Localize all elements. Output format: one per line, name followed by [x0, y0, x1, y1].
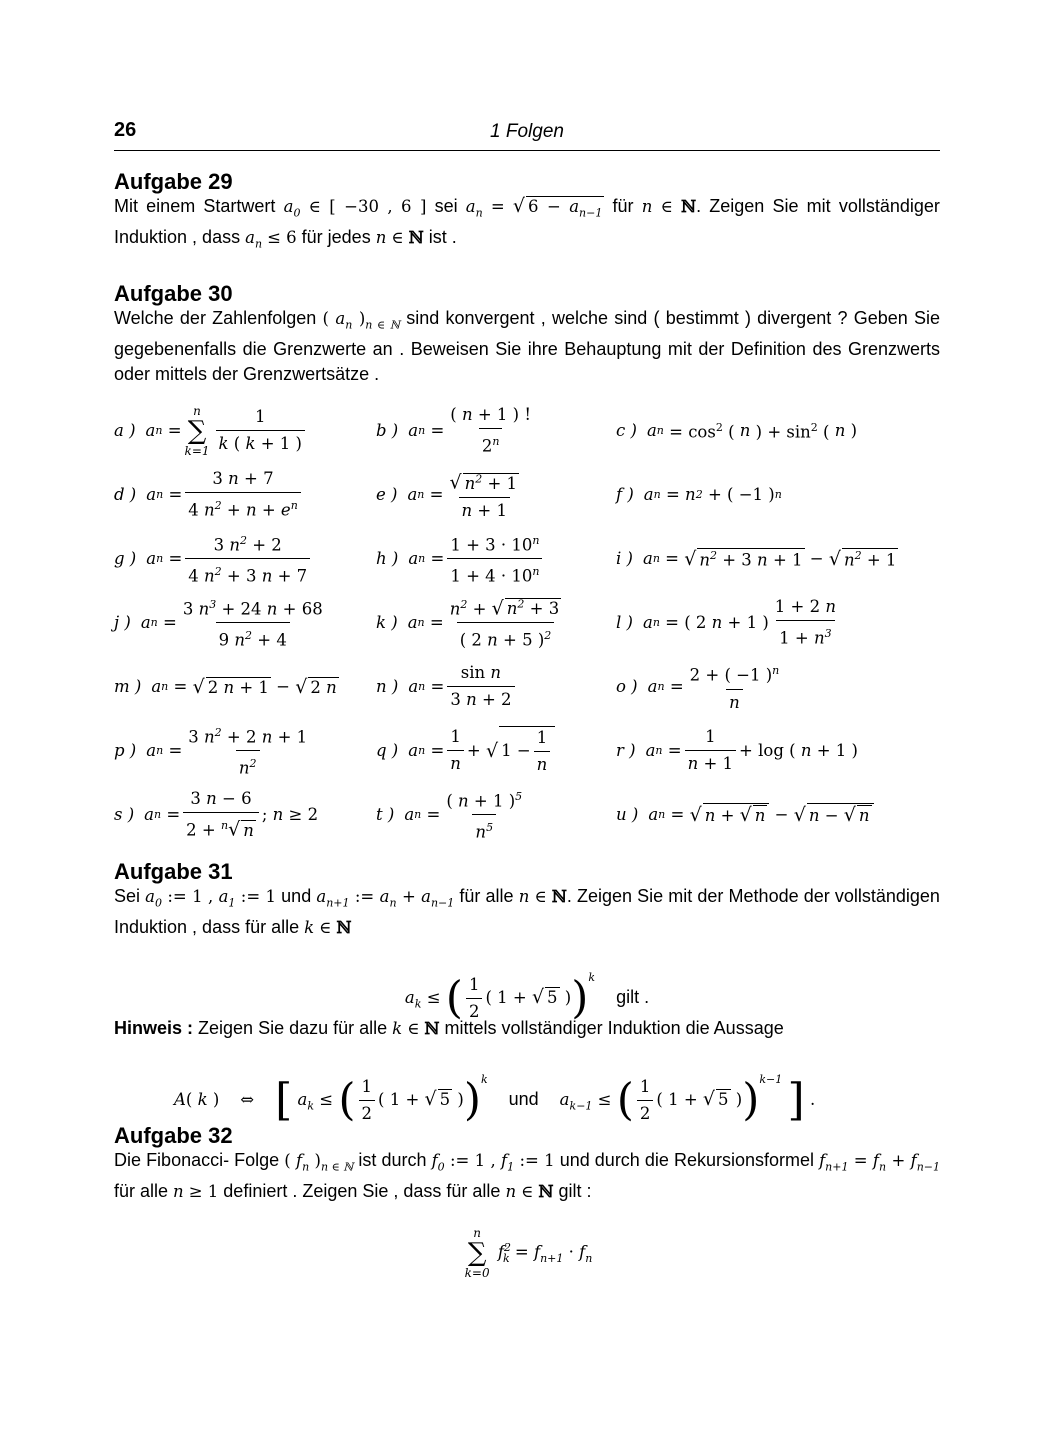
seq-f: f ) a n = n 2 + ( −1 ) n: [616, 485, 782, 505]
sequence-grid: [114, 399, 940, 847]
chapter-title: 1 Folgen: [490, 121, 564, 142]
seq-t: t ) a n = $\frac{( n + 1 )^5}{n^5}$: [376, 789, 523, 842]
aufgabe-31-hint-formula: A( k ) ⇔ [ $a_k$ ≤ ( $\frac{1}{2}$ ( 1 + √ 5 ))$^k$ und $a_{k-1}$ ≤ ( $\frac{1}{2}$ ( 1 + √ 5 ))$^{k-1}$ ] .: [174, 1073, 816, 1126]
seq-b: b ) a n = $\frac{( n + 1 ) !}{2^n}$: [376, 405, 531, 456]
seq-q: q ) a n = $\frac{1}{n}$ + √ 1 − $\frac{1}{n}$: [376, 719, 616, 783]
page-header: [114, 118, 940, 151]
aufgabe-31-formula: $a_k$ ≤ ( $\frac{1}{2}$ ( 1 + √ 5 ))$^k$ gilt .: [404, 971, 650, 1024]
aufgabe-31: [114, 858, 940, 1126]
aufgabe-31-text: Sei $a_0$ := 1 , $a_1$ := 1 und $a_{n+1}$ := $a_n + a_{n-1}$ für alle n ∈ ℕ. Zeigen Sie mit der Methode der vollständigen Induktion , dass für alle k ∈ ℕ: [114, 885, 940, 938]
seq-u: u ) a n = √ n + √ n − √ n − √ n: [616, 783, 940, 847]
seq-m: m ) a n = √ 2 n + 1 − √ 2 n: [114, 675, 337, 698]
seq-a: a ) a n = n ∑ k=1 $\frac{1}{k ( k + 1 )}$: [114, 399, 376, 463]
seq-k: k ) a n = $\frac{n^2 + √ n^2 + 3}{( 2 n + 5 )^2}$: [376, 597, 560, 650]
seq-i: i ) a n = √ $n^2 + 3$ n + 1 − √ $n^2 + 1$: [616, 547, 897, 570]
aufgabe-32: [114, 1123, 940, 1280]
aufgabe-31-hint: Hinweis : Zeigen Sie dazu für alle k ∈ ℕ mittels vollständiger Induktion die Aussage: [114, 1018, 784, 1039]
aufgabe-32-title: Aufgabe 32: [114, 1123, 233, 1149]
aufgabe-29-text: Mit einem Startwert $a_0$ ∈ [ −30 , 6 ] sei $a_n$ = √ $6 - a_{n-1}$ für n ∈ ℕ. Zeigen Sie mit vollständiger Induktion , dass $a_n \le 6$ für jedes n ∈ ℕ ist .: [114, 195, 940, 251]
aufgabe-31-title: Aufgabe 31: [114, 858, 233, 884]
aufgabe-30-text: Welche der Zahlenfolgen ( $a_n$ )$_{n \in ℕ}$ sind konvergent , welche sind ( bestimmt ) divergent ? Geben Sie gegebenenfalls die Grenzwerte an . Beweisen Sie ihre Behauptung mit der Definition des Grenzwerts oder mittels der Grenzwertsätze .: [114, 307, 940, 384]
seq-g: g ) a n = $\frac{3 n^2 + 2}{4 n^2 + 3 n + 7}$: [114, 527, 376, 591]
seq-o: o ) a n = $\frac{2 + ( -1 )^n}{n}$: [616, 664, 780, 712]
aufgabe-30: [114, 281, 940, 847]
seq-n: n ) a n = $\frac{\text{sin n}}{3 n + 2}$: [376, 655, 616, 719]
seq-l: l ) a n = ( 2 n + 1 ) $\frac{1 + 2 n}{1 + n^3}$: [616, 597, 836, 648]
aufgabe-32-formula: n ∑ k=0 $f^2_k = f_{n+1} \cdot f_n$: [464, 1226, 593, 1281]
page-number: 26: [114, 119, 137, 141]
seq-p: p ) a n = $\frac{3 n^2 + 2 n + 1}{n^2}$: [114, 725, 308, 778]
seq-j: j ) a n = $\frac{3 n^3 + 24 n + 68}{9 n^2 + 4}$: [114, 597, 323, 650]
seq-c: c ) a n = $\cos^2$ ( n ) + $\sin^2$ ( n ): [616, 420, 858, 442]
seq-h: h ) a n = $\frac{1 + 3 \cdot 10^n}{1 + 4 \cdot 10^n}$: [376, 527, 616, 591]
aufgabe-32-text: Die Fibonacci- Folge ( $f_n$ )$_{n \in ℕ}$ ist durch $f_0$ := 1 , $f_1$ := 1 und durch die Rekursionsformel $f_{n+1} = f_n + f_{n-1}$ für alle n ≥ 1 definiert . Zeigen Sie , dass für alle n ∈ ℕ gilt :: [114, 1150, 941, 1202]
seq-s: s ) a n = $\frac{3 n - 6}{2 + ^n√ n}$ ; n ≥ 2: [114, 789, 319, 841]
aufgabe-30-title: Aufgabe 30: [114, 280, 233, 306]
aufgabe-29-title: Aufgabe 29: [114, 169, 233, 194]
page: [114, 118, 940, 1280]
seq-e: e ) a n = $\frac{√ n^2 + 1}{n + 1}$: [376, 471, 518, 520]
seq-r: r ) a n = $\frac{1}{n + 1}$ + log ( n + 1 ): [616, 727, 858, 774]
seq-d: d ) a n = $\frac{3 n + 7}{4 n^2 + n + e^n}$: [114, 463, 376, 527]
aufgabe-29: [114, 169, 940, 257]
